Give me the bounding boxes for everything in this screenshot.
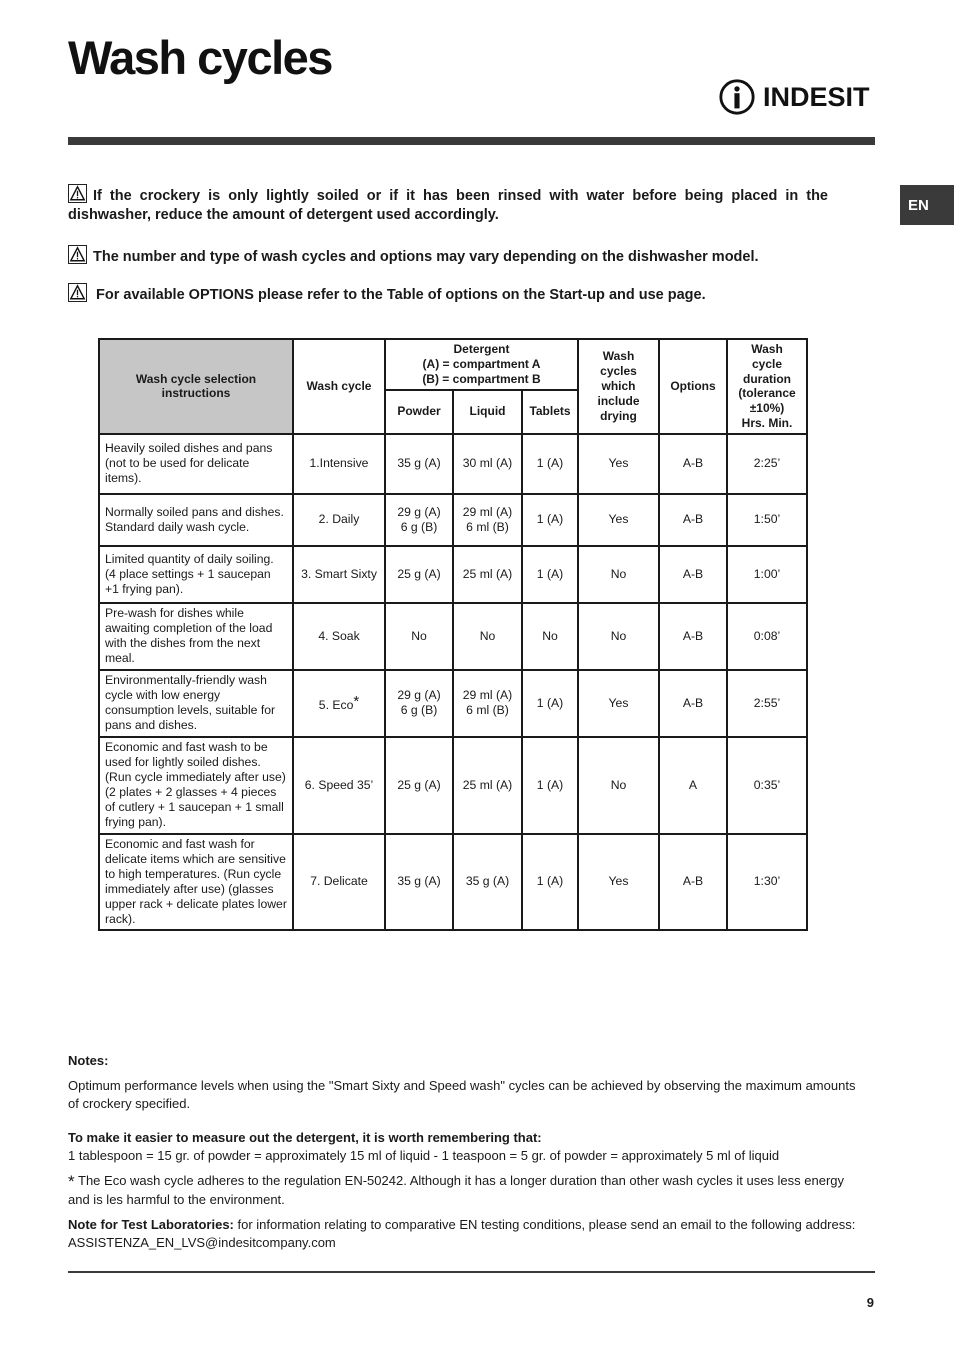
cell-instructions: Economic and fast wash to be used for lightly soiled dishes. (Run cycle immediately after use) (2 plates + 2 glasses + 4 pieces of cutlery + 1 saucepan + 1 small frying pan). xyxy=(99,737,293,834)
cell-liquid xyxy=(453,546,522,603)
table-row xyxy=(99,737,807,834)
cell-duration: 0:08’ xyxy=(727,603,807,670)
table-row xyxy=(99,546,807,603)
cell-line: 35 g (A) xyxy=(465,874,510,889)
cycle-name: 2. Daily xyxy=(318,512,360,527)
cell-options: A-B xyxy=(659,603,727,670)
header-detergent-line: Detergent xyxy=(453,342,510,357)
cell-line: 29 g (A) xyxy=(397,504,441,519)
cell-wash-cycle xyxy=(293,603,385,670)
warning-icon xyxy=(68,184,87,203)
cell-liquid xyxy=(453,603,522,670)
cell-line: No xyxy=(479,628,496,643)
header-duration-line: ±10%) xyxy=(749,401,785,416)
notes-measure-text: 1 tablespoon = 15 gr. of powder = approximately 15 ml of liquid - 1 teaspoon = 5 gr. of powder = approximately 5 ml of liquid xyxy=(68,1148,780,1163)
cell-drying: Yes xyxy=(578,434,659,494)
header-duration-line: cycle xyxy=(751,356,783,371)
cell-options: A-B xyxy=(659,494,727,546)
header-detergent-line: (B) = compartment B xyxy=(422,371,541,386)
cycle-name: 5. Eco xyxy=(318,697,354,712)
header-tablets: Tablets xyxy=(522,390,578,434)
cell-instructions: Heavily soiled dishes and pans (not to be used for delicate items). xyxy=(99,434,293,494)
cell-tablets: 1 (A) xyxy=(522,546,578,603)
header-rule xyxy=(68,137,875,145)
warning-icon xyxy=(68,245,87,264)
cell-instructions: Pre-wash for dishes while awaiting completion of the load with the dishes from the next meal. xyxy=(99,603,293,670)
warning-icon xyxy=(68,283,87,302)
cell-instructions: Limited quantity of daily soiling. (4 place settings + 1 saucepan +1 frying pan). xyxy=(99,546,293,603)
header-drying-line: Wash xyxy=(602,349,635,364)
cell-line: 30 ml (A) xyxy=(462,456,513,471)
warning-note-2 xyxy=(68,245,858,267)
cell-duration: 0:35’ xyxy=(727,737,807,834)
cell-powder xyxy=(385,546,453,603)
notes-heading: Notes: xyxy=(68,1053,109,1068)
cell-duration: 1:00’ xyxy=(727,546,807,603)
cycle-name: 7. Delicate xyxy=(310,874,368,889)
cell-drying: Yes xyxy=(578,834,659,930)
cell-options: A-B xyxy=(659,434,727,494)
notes-lab-label: Note for Test Laboratories: xyxy=(68,1217,234,1232)
header-drying-line: cycles xyxy=(600,364,637,379)
wash-cycles-table xyxy=(98,338,808,931)
cell-line: 25 ml (A) xyxy=(462,777,513,792)
header-duration xyxy=(727,339,807,434)
notes-lab-text: for information relating to comparative EN testing conditions, please send an email to the following address: ASSISTENZA_EN_LVS@indesitcompany.com xyxy=(68,1217,856,1250)
cell-line: 29 g (A) xyxy=(397,688,441,703)
cell-drying: No xyxy=(578,737,659,834)
cell-instructions: Economic and fast wash for delicate items which are sensitive to high temperatures. (Run cycle immediately after use) (glasses upper rack + delicate plates lower rack). xyxy=(99,834,293,930)
cell-line: 25 ml (A) xyxy=(462,566,513,581)
cell-duration: 2:25’ xyxy=(727,434,807,494)
cell-liquid xyxy=(453,834,522,930)
warning-text: If the crockery is only lightly soiled or if it has been rinsed with water before being placed in the dishwasher, reduce the amount of detergent used accordingly. xyxy=(68,188,828,223)
cell-powder xyxy=(385,603,453,670)
cycle-name: 6. Speed 35’ xyxy=(304,777,374,792)
language-tab: EN xyxy=(900,185,954,225)
cell-wash-cycle xyxy=(293,670,385,737)
notes-section xyxy=(68,1052,858,1252)
cycle-name: 4. Soak xyxy=(318,628,360,643)
cell-powder xyxy=(385,737,453,834)
warning-text: The number and type of wash cycles and options may vary depending on the dishwasher model. xyxy=(93,249,759,265)
header-instructions: Wash cycle selection instructions xyxy=(99,339,293,434)
brand-logo xyxy=(718,77,870,117)
header-drying-line: which xyxy=(601,378,636,393)
cell-duration: 1:30’ xyxy=(727,834,807,930)
table-row xyxy=(99,603,807,670)
cell-powder xyxy=(385,494,453,546)
notes-measure-heading: To make it easier to measure out the detergent, it is worth remembering that: xyxy=(68,1130,542,1145)
cell-line: 29 ml (A) xyxy=(462,504,513,519)
footer-rule xyxy=(68,1271,875,1273)
cell-options: A xyxy=(659,737,727,834)
cell-instructions: Environmentally-friendly wash cycle with low energy consumption levels, suitable for pans and dishes. xyxy=(99,670,293,737)
header-wash-cycle: Wash cycle xyxy=(293,339,385,434)
footnote-star: * xyxy=(353,692,360,710)
warning-text: For available OPTIONS please refer to the Table of options on the Start-up and use page. xyxy=(96,287,706,303)
header-detergent xyxy=(385,339,578,390)
header-duration-line: duration xyxy=(743,371,791,386)
cell-line: 29 ml (A) xyxy=(462,688,513,703)
cell-drying: Yes xyxy=(578,670,659,737)
header-detergent-line: (A) = compartment A xyxy=(422,356,541,371)
cell-line: 35 g (A) xyxy=(397,874,441,889)
notes-optimum: Optimum performance levels when using the "Smart Sixty and Speed wash" cycles can be achieved by observing the maximum amounts of crockery specified. xyxy=(68,1078,856,1111)
header-drying-line: drying xyxy=(600,408,637,423)
cell-tablets: 1 (A) xyxy=(522,670,578,737)
cell-line: 6 g (B) xyxy=(400,519,438,534)
header-powder: Powder xyxy=(385,390,453,434)
cell-line: 6 ml (B) xyxy=(466,703,509,718)
cell-line: No xyxy=(411,628,427,643)
cell-liquid xyxy=(453,670,522,737)
notes-eco-text: The Eco wash cycle adheres to the regulation EN-50242. Although it has a longer duration than other wash cycles it uses less energy and is les harmful to the environment. xyxy=(68,1173,845,1207)
notes-eco xyxy=(68,1172,858,1209)
footnote-star: * xyxy=(68,1172,75,1191)
notes-lab xyxy=(68,1216,858,1252)
cell-drying: No xyxy=(578,603,659,670)
page-number: 9 xyxy=(866,1295,874,1310)
table-row xyxy=(99,834,807,930)
cell-powder xyxy=(385,434,453,494)
table-row xyxy=(99,494,807,546)
cell-line: 6 ml (B) xyxy=(466,519,509,534)
cell-powder xyxy=(385,670,453,737)
cell-wash-cycle xyxy=(293,494,385,546)
cell-line: 25 g (A) xyxy=(397,777,441,792)
cell-wash-cycle xyxy=(293,434,385,494)
header-duration-line: Hrs. Min. xyxy=(741,415,793,430)
header-drying xyxy=(578,339,659,434)
page-title: Wash cycles xyxy=(68,31,332,84)
cell-tablets: No xyxy=(522,603,578,670)
cell-drying: Yes xyxy=(578,494,659,546)
header-liquid: Liquid xyxy=(453,390,522,434)
cell-options: A-B xyxy=(659,670,727,737)
cell-line: 25 g (A) xyxy=(397,566,441,581)
header-options: Options xyxy=(659,339,727,434)
cell-wash-cycle xyxy=(293,546,385,603)
cell-liquid xyxy=(453,494,522,546)
header-duration-line: Wash xyxy=(751,342,783,356)
cell-line: 6 g (B) xyxy=(400,703,438,718)
table-body xyxy=(99,434,807,930)
cycle-name: 3. Smart Sixty xyxy=(301,566,377,581)
table-row xyxy=(99,670,807,737)
indesit-logo-icon xyxy=(718,78,756,116)
cell-liquid xyxy=(453,737,522,834)
cell-tablets: 1 (A) xyxy=(522,834,578,930)
cell-liquid xyxy=(453,434,522,494)
warning-note-1 xyxy=(68,184,828,225)
brand-name: INDESIT xyxy=(763,81,870,112)
cycle-name: 1.Intensive xyxy=(309,456,369,471)
cell-duration: 2:55’ xyxy=(727,670,807,737)
cell-duration: 1:50’ xyxy=(727,494,807,546)
cell-instructions: Normally soiled pans and dishes. Standard daily wash cycle. xyxy=(99,494,293,546)
cell-line: 35 g (A) xyxy=(397,456,441,471)
warning-note-3 xyxy=(68,283,858,305)
cell-powder xyxy=(385,834,453,930)
cell-wash-cycle xyxy=(293,834,385,930)
header-drying-line: include xyxy=(597,393,640,408)
cell-drying: No xyxy=(578,546,659,603)
cell-options: A-B xyxy=(659,834,727,930)
table-row xyxy=(99,434,807,494)
cell-wash-cycle xyxy=(293,737,385,834)
cell-options: A-B xyxy=(659,546,727,603)
header-duration-line: (tolerance xyxy=(738,386,796,401)
cell-tablets: 1 (A) xyxy=(522,494,578,546)
cell-tablets: 1 (A) xyxy=(522,737,578,834)
cell-tablets: 1 (A) xyxy=(522,434,578,494)
